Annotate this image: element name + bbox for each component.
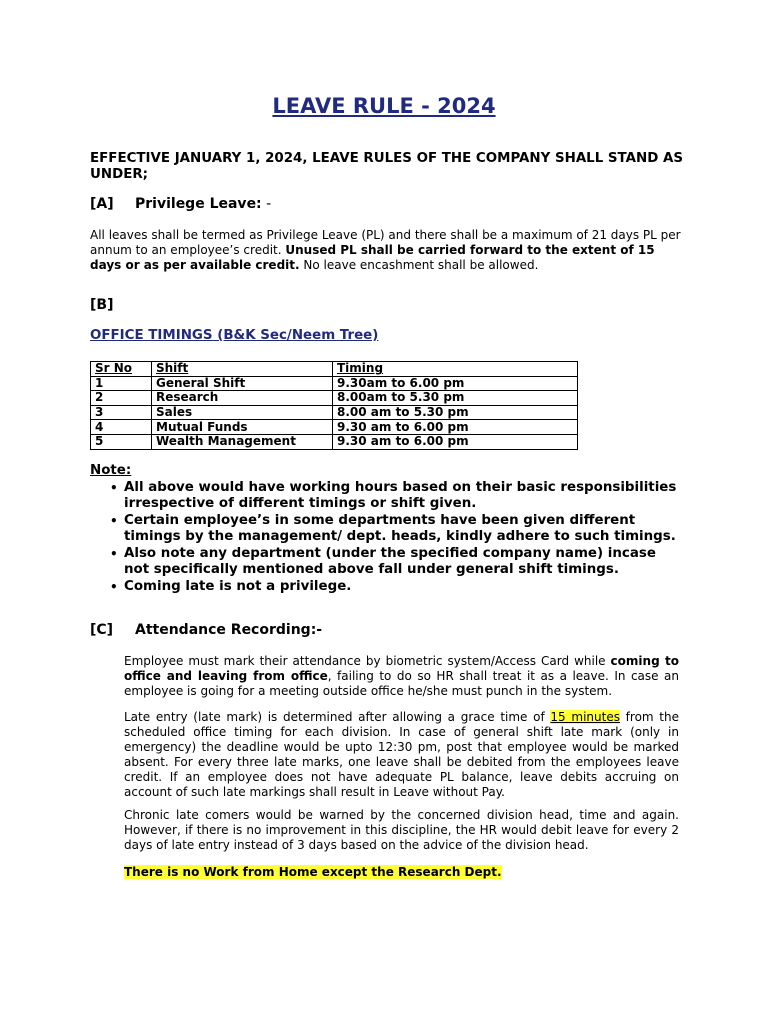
chronic-late-paragraph: Chronic late comers would be warned by the concerned division head, time and again. However, if there is no improvement in this discipline, the HR would debit leave for every 2 days of late entry instead of 3 days based on the advice of the division head. — [124, 808, 679, 852]
cell-sr-no: 2 — [91, 391, 152, 406]
cell-timing: 8.00 am to 5.30 pm — [333, 405, 578, 420]
privilege-leave-tail-text: No leave encashment shall be allowed. — [299, 258, 539, 272]
attendance-bold-text: coming to office and leaving from office — [124, 654, 679, 683]
notes-list — [110, 480, 680, 596]
section-c-tag: [C] — [90, 622, 114, 638]
section-b-tag: [B] — [90, 297, 114, 313]
table-row — [91, 391, 578, 406]
cell-shift: Wealth Management — [152, 434, 333, 449]
cell-timing: 8.00am to 5.30 pm — [333, 391, 578, 406]
wfh-highlight: There is no Work from Home except the Research Dept. — [124, 865, 502, 879]
privilege-leave-text: All leaves shall be termed as Privilege Leave (PL) and there shall be a maximum of 21 days PL per annum to an employee’s credit. — [90, 228, 681, 257]
document-title: LEAVE RULE - 2024 — [272, 94, 496, 118]
cell-sr-no: 4 — [91, 420, 152, 435]
header-timing: Timing — [333, 362, 578, 377]
table-row — [91, 420, 578, 435]
attendance-text-b: , failing to do so HR shall treat it as a leave. In case an employee is going for a meeting outside office he/she must punch in the system. — [124, 669, 679, 698]
cell-shift: Mutual Funds — [152, 420, 333, 435]
cell-shift: General Shift — [152, 376, 333, 391]
list-item: • Also note any department (under the specified company name) incase not specifically mentioned above fall under general shift timings. — [110, 546, 680, 578]
header-shift: Shift — [152, 362, 333, 377]
section-a-title-tail: - — [261, 196, 272, 212]
section-a-tag: [A] — [90, 196, 114, 212]
table-row — [91, 434, 578, 449]
table-row — [91, 405, 578, 420]
attendance-text-a: Employee must mark their attendance by biometric system/Access Card while — [124, 654, 611, 668]
cell-sr-no: 1 — [91, 376, 152, 391]
attendance-paragraph-1 — [124, 654, 679, 699]
office-timings-table — [90, 361, 578, 450]
office-timings-title: OFFICE TIMINGS (B&K Sec/Neem Tree) — [90, 328, 379, 343]
privilege-leave-bold-text: Unused PL shall be carried forward to the extent of 15 days or as per available credit. — [90, 243, 655, 272]
list-item: • Certain employee’s in some departments have been given different timings by the management/ dept. heads, kindly adhere to such timings. — [110, 513, 680, 545]
cell-sr-no: 5 — [91, 434, 152, 449]
cell-timing: 9.30 am to 6.00 pm — [333, 420, 578, 435]
list-item: • Coming late is not a privilege. — [110, 579, 680, 595]
effective-statement: EFFECTIVE JANUARY 1, 2024, LEAVE RULES OF THE COMPANY SHALL STAND AS UNDER; — [90, 151, 684, 182]
wfh-statement — [124, 865, 502, 880]
table-header-row — [91, 362, 578, 377]
privilege-leave-paragraph — [90, 228, 682, 273]
cell-shift: Sales — [152, 405, 333, 420]
late-entry-text-b: from the scheduled office timing for each division. In case of general shift late mark (only in emergency) the deadline would be upto 12:30 pm, post that employee would be marked absent. For every three late marks, one leave shall be debited from the employees leave credit. If an employee does not have adequate PL balance, leave debits accruing on account of such late markings shall result in Leave without Pay. — [124, 710, 679, 799]
note-label: Note: — [90, 463, 132, 478]
cell-timing: 9.30am to 6.00 pm — [333, 376, 578, 391]
section-c-title: Attendance Recording:- — [135, 622, 323, 638]
section-a-title: Privilege Leave: — [135, 196, 262, 212]
section-a-heading — [90, 196, 271, 212]
section-c-heading — [90, 622, 322, 638]
cell-sr-no: 3 — [91, 405, 152, 420]
late-entry-text-a: Late entry (late mark) is determined after allowing a grace time of — [124, 710, 551, 724]
list-item: • All above would have working hours based on their basic responsibilities irrespective of different timings or shift given. — [110, 480, 680, 512]
cell-shift: Research — [152, 391, 333, 406]
table-row — [91, 376, 578, 391]
header-sr-no: Sr No — [91, 362, 152, 377]
grace-time-highlight: 15 minutes — [550, 710, 620, 724]
section-b-heading — [90, 297, 135, 313]
cell-timing: 9.30 am to 6.00 pm — [333, 434, 578, 449]
late-entry-paragraph — [124, 710, 679, 800]
